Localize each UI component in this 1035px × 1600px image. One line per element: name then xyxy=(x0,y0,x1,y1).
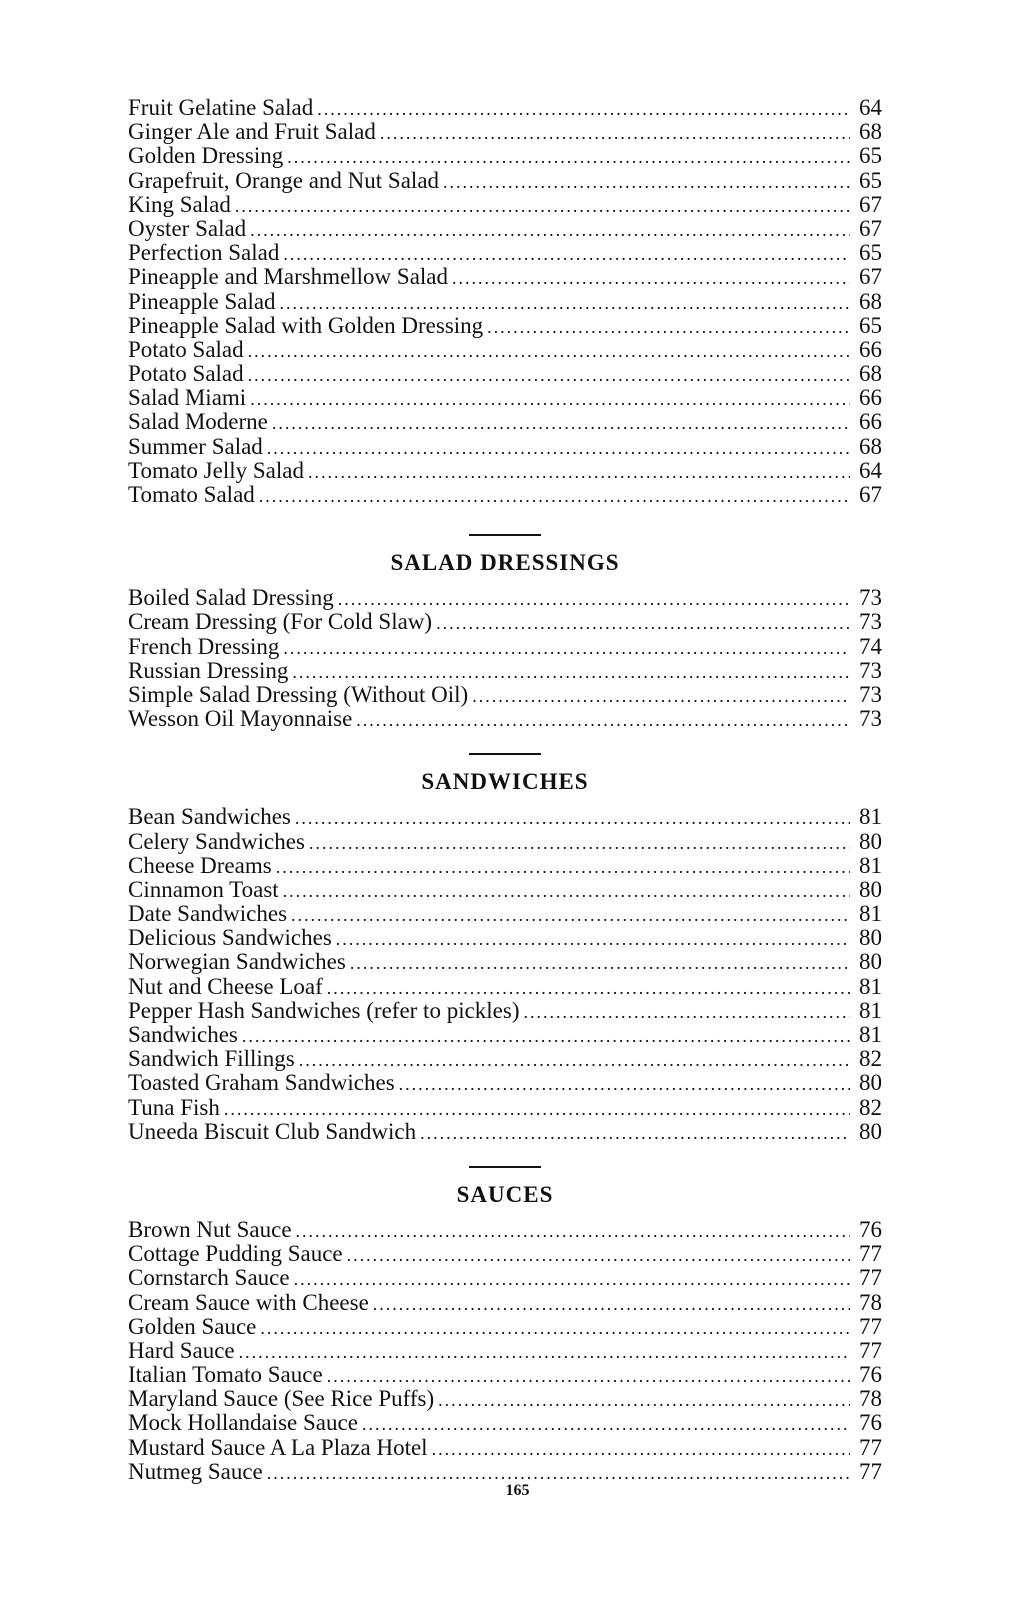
index-entry xyxy=(128,707,882,731)
dot-leader xyxy=(235,194,850,218)
dot-leader xyxy=(294,1267,850,1291)
entry-name: Norwegian Sandwiches xyxy=(128,949,346,975)
entry-name: Cream Dressing (For Cold Slaw) xyxy=(128,609,433,635)
entry-page: 80 xyxy=(859,925,882,951)
entry-page: 64 xyxy=(859,95,882,120)
entry-name: Cinnamon Toast xyxy=(128,876,279,902)
index-entry xyxy=(128,290,882,314)
dot-leader xyxy=(399,1072,850,1096)
entry-page: 81 xyxy=(859,973,882,999)
entry-name: Golden Sauce xyxy=(128,1313,257,1339)
index-entry xyxy=(128,241,882,265)
entry-name: Italian Tomato Sauce xyxy=(128,1362,323,1388)
entry-name: Tuna Fish xyxy=(128,1094,220,1120)
entry-name: Nutmeg Sauce xyxy=(128,1458,263,1484)
entry-name: Potato Salad xyxy=(128,336,244,362)
dot-leader xyxy=(308,460,850,484)
entry-page: 77 xyxy=(859,1337,882,1363)
index-entry xyxy=(128,902,882,926)
dot-leader xyxy=(432,1437,850,1461)
index-entry xyxy=(128,338,882,362)
entry-page: 80 xyxy=(859,949,882,975)
index-entry xyxy=(128,1071,882,1095)
dot-leader xyxy=(373,1292,850,1316)
entry-name: Mustard Sauce A La Plaza Hotel xyxy=(128,1434,428,1460)
dot-leader xyxy=(362,1412,850,1436)
dot-leader xyxy=(283,636,850,660)
entry-page: 67 xyxy=(859,264,882,290)
index-entry xyxy=(128,459,882,483)
entry-page: 78 xyxy=(859,1289,882,1315)
index-entry xyxy=(128,1218,882,1242)
entry-page: 74 xyxy=(859,633,882,659)
entry-page: 81 xyxy=(859,852,882,878)
entry-page: 66 xyxy=(859,336,882,362)
entry-name: Bean Sandwiches xyxy=(128,804,291,830)
section-heading: SAUCES xyxy=(456,1181,554,1207)
entry-name: Potato Salad xyxy=(128,361,244,387)
index-entry xyxy=(128,878,882,902)
entry-name: Maryland Sauce (See Rice Puffs) xyxy=(128,1386,435,1412)
entry-name: Brown Nut Sauce xyxy=(128,1216,292,1242)
entry-page: 73 xyxy=(859,609,882,635)
salad-entries xyxy=(128,96,882,507)
index-entry xyxy=(128,926,882,950)
entry-name: Salad Moderne xyxy=(128,409,268,435)
dot-leader xyxy=(420,1121,850,1145)
entry-page: 80 xyxy=(859,828,882,854)
entry-name: Hard Sauce xyxy=(128,1337,235,1363)
dot-leader xyxy=(487,315,850,339)
dot-leader xyxy=(347,1243,850,1267)
dot-leader xyxy=(443,170,850,194)
index-entry xyxy=(128,217,882,241)
entry-page: 73 xyxy=(859,657,882,683)
entry-page: 66 xyxy=(859,409,882,435)
dot-leader xyxy=(272,411,850,435)
entry-name: Sandwich Fillings xyxy=(128,1046,295,1072)
index-entry xyxy=(128,1047,882,1071)
entry-page: 78 xyxy=(859,1386,882,1412)
entry-page: 76 xyxy=(859,1216,882,1242)
entry-name: Golden Dressing xyxy=(128,143,284,169)
entry-page: 68 xyxy=(859,288,882,314)
entry-name: Cottage Pudding Sauce xyxy=(128,1241,343,1267)
dot-leader xyxy=(267,436,850,460)
entry-name: Toasted Graham Sandwiches xyxy=(128,1070,395,1096)
index-entry xyxy=(128,1411,882,1435)
dot-leader xyxy=(317,97,850,121)
entry-name: Ginger Ale and Fruit Salad xyxy=(128,119,376,145)
entry-page: 76 xyxy=(859,1362,882,1388)
entry-page: 67 xyxy=(859,191,882,217)
entry-name: Pepper Hash Sandwiches (refer to pickles) xyxy=(128,997,520,1023)
dot-leader xyxy=(291,903,850,927)
dot-leader xyxy=(239,1340,850,1364)
entry-page: 80 xyxy=(859,1118,882,1144)
entry-page: 68 xyxy=(859,433,882,459)
index-entry xyxy=(128,1339,882,1363)
index-entry xyxy=(128,265,882,289)
entry-name: Salad Miami xyxy=(128,385,247,411)
index-content xyxy=(128,96,882,1484)
index-entry xyxy=(128,386,882,410)
entry-page: 76 xyxy=(859,1410,882,1436)
entry-page: 82 xyxy=(859,1046,882,1072)
entry-page: 77 xyxy=(859,1265,882,1291)
entry-page: 67 xyxy=(859,215,882,241)
index-entry xyxy=(128,950,882,974)
dot-leader xyxy=(260,1316,850,1340)
sauces-entries xyxy=(128,1218,882,1484)
entry-page: 65 xyxy=(859,240,882,266)
entry-name: Nut and Cheese Loaf xyxy=(128,973,323,999)
entry-name: Mock Hollandaise Sauce xyxy=(128,1410,358,1436)
dot-leader xyxy=(259,484,850,508)
entry-page: 81 xyxy=(859,901,882,927)
dot-leader xyxy=(356,708,850,732)
entry-page: 64 xyxy=(859,457,882,483)
dot-leader xyxy=(295,806,850,830)
index-entry xyxy=(128,144,882,168)
dot-leader xyxy=(292,660,850,684)
salad-dressings-entries xyxy=(128,586,882,731)
entry-page: 81 xyxy=(859,997,882,1023)
dot-leader xyxy=(250,387,850,411)
entry-page: 65 xyxy=(859,312,882,338)
entry-name: King Salad xyxy=(128,191,231,217)
entry-page: 73 xyxy=(859,681,882,707)
section-heading: SALAD DRESSINGS xyxy=(390,550,620,576)
entry-name: Cornstarch Sauce xyxy=(128,1265,290,1291)
entry-page: 77 xyxy=(859,1458,882,1484)
entry-name: French Dressing xyxy=(128,633,280,659)
index-entry xyxy=(128,314,882,338)
entry-name: Fruit Gelatine Salad xyxy=(128,95,314,120)
entry-page: 80 xyxy=(859,1070,882,1096)
dot-leader xyxy=(280,291,850,315)
dot-leader xyxy=(248,363,850,387)
entry-page: 66 xyxy=(859,385,882,411)
dot-leader xyxy=(296,1219,850,1243)
index-entry xyxy=(128,975,882,999)
index-entry xyxy=(128,410,882,434)
entry-name: Boiled Salad Dressing xyxy=(128,585,334,611)
entry-name: Sandwiches xyxy=(128,1022,238,1047)
dot-leader xyxy=(452,266,850,290)
entry-name: Uneeda Biscuit Club Sandwich xyxy=(128,1118,417,1144)
index-entry xyxy=(128,362,882,386)
entry-name: Russian Dressing xyxy=(128,657,289,683)
index-entry xyxy=(128,1436,882,1460)
index-entry xyxy=(128,1460,882,1484)
dot-leader xyxy=(436,611,850,635)
index-entry xyxy=(128,96,882,120)
entry-page: 77 xyxy=(859,1241,882,1267)
entry-name: Oyster Salad xyxy=(128,215,247,241)
index-entry xyxy=(128,659,882,683)
entry-name: Perfection Salad xyxy=(128,240,280,266)
dot-leader xyxy=(327,976,850,1000)
dot-leader xyxy=(242,1024,850,1048)
dot-leader xyxy=(248,339,850,363)
entry-name: Tomato Salad xyxy=(128,482,255,507)
entry-name: Simple Salad Dressing (Without Oil) xyxy=(128,681,469,707)
index-entry xyxy=(128,586,882,610)
index-entry xyxy=(128,1266,882,1290)
dot-leader xyxy=(350,951,850,975)
index-entry xyxy=(128,683,882,707)
index-entry xyxy=(128,830,882,854)
entry-name: Wesson Oil Mayonnaise xyxy=(128,706,353,732)
entry-page: 81 xyxy=(859,1022,882,1047)
entry-page: 67 xyxy=(859,482,882,507)
index-entry xyxy=(128,1120,882,1144)
entry-name: Pineapple Salad xyxy=(128,288,276,314)
index-entry xyxy=(128,1363,882,1387)
dot-leader xyxy=(250,218,850,242)
entry-name: Tomato Jelly Salad xyxy=(128,457,304,483)
entry-name: Pineapple Salad with Golden Dressing xyxy=(128,312,484,338)
index-entry xyxy=(128,483,882,507)
dot-leader xyxy=(287,145,850,169)
entry-page: 73 xyxy=(859,585,882,611)
index-entry xyxy=(128,805,882,829)
entry-page: 65 xyxy=(859,143,882,169)
index-entry xyxy=(128,610,882,634)
dot-leader xyxy=(472,684,850,708)
dot-leader xyxy=(327,1364,850,1388)
dot-leader xyxy=(338,587,850,611)
entry-name: Grapefruit, Orange and Nut Salad xyxy=(128,167,440,193)
dot-leader xyxy=(283,879,850,903)
index-entry xyxy=(128,120,882,144)
entry-page: 82 xyxy=(859,1094,882,1120)
dot-leader xyxy=(224,1097,850,1121)
entry-name: Delicious Sandwiches xyxy=(128,925,332,951)
dot-leader xyxy=(276,855,850,879)
index-entry xyxy=(128,1096,882,1120)
entry-page: 77 xyxy=(859,1434,882,1460)
entry-name: Pineapple and Marshmellow Salad xyxy=(128,264,449,290)
index-entry xyxy=(128,1315,882,1339)
index-entry xyxy=(128,635,882,659)
index-entry xyxy=(128,999,882,1023)
dot-leader xyxy=(380,121,850,145)
entry-page: 77 xyxy=(859,1313,882,1339)
index-entry xyxy=(128,1023,882,1047)
entry-page: 68 xyxy=(859,361,882,387)
entry-page: 81 xyxy=(859,804,882,830)
entry-name: Celery Sandwiches xyxy=(128,828,305,854)
page-number: 165 xyxy=(505,1482,530,1499)
entry-name: Date Sandwiches xyxy=(128,901,288,927)
dot-leader xyxy=(283,242,850,266)
entry-page: 80 xyxy=(859,876,882,902)
dot-leader xyxy=(299,1048,850,1072)
dot-leader xyxy=(309,831,850,855)
sandwiches-entries xyxy=(128,805,882,1144)
entry-page: 65 xyxy=(859,167,882,193)
entry-name: Cream Sauce with Cheese xyxy=(128,1289,369,1315)
dot-leader xyxy=(438,1388,850,1412)
index-entry xyxy=(128,854,882,878)
index-entry xyxy=(128,169,882,193)
entry-name: Summer Salad xyxy=(128,433,263,459)
index-entry xyxy=(128,1387,882,1411)
index-entry xyxy=(128,435,882,459)
dot-leader xyxy=(524,1000,850,1024)
entry-name: Cheese Dreams xyxy=(128,852,272,878)
index-entry xyxy=(128,1291,882,1315)
entry-page: 73 xyxy=(859,706,882,732)
section-heading: SANDWICHES xyxy=(421,769,589,795)
index-entry xyxy=(128,1242,882,1266)
entry-page: 68 xyxy=(859,119,882,145)
dot-leader xyxy=(336,927,850,951)
index-entry xyxy=(128,193,882,217)
